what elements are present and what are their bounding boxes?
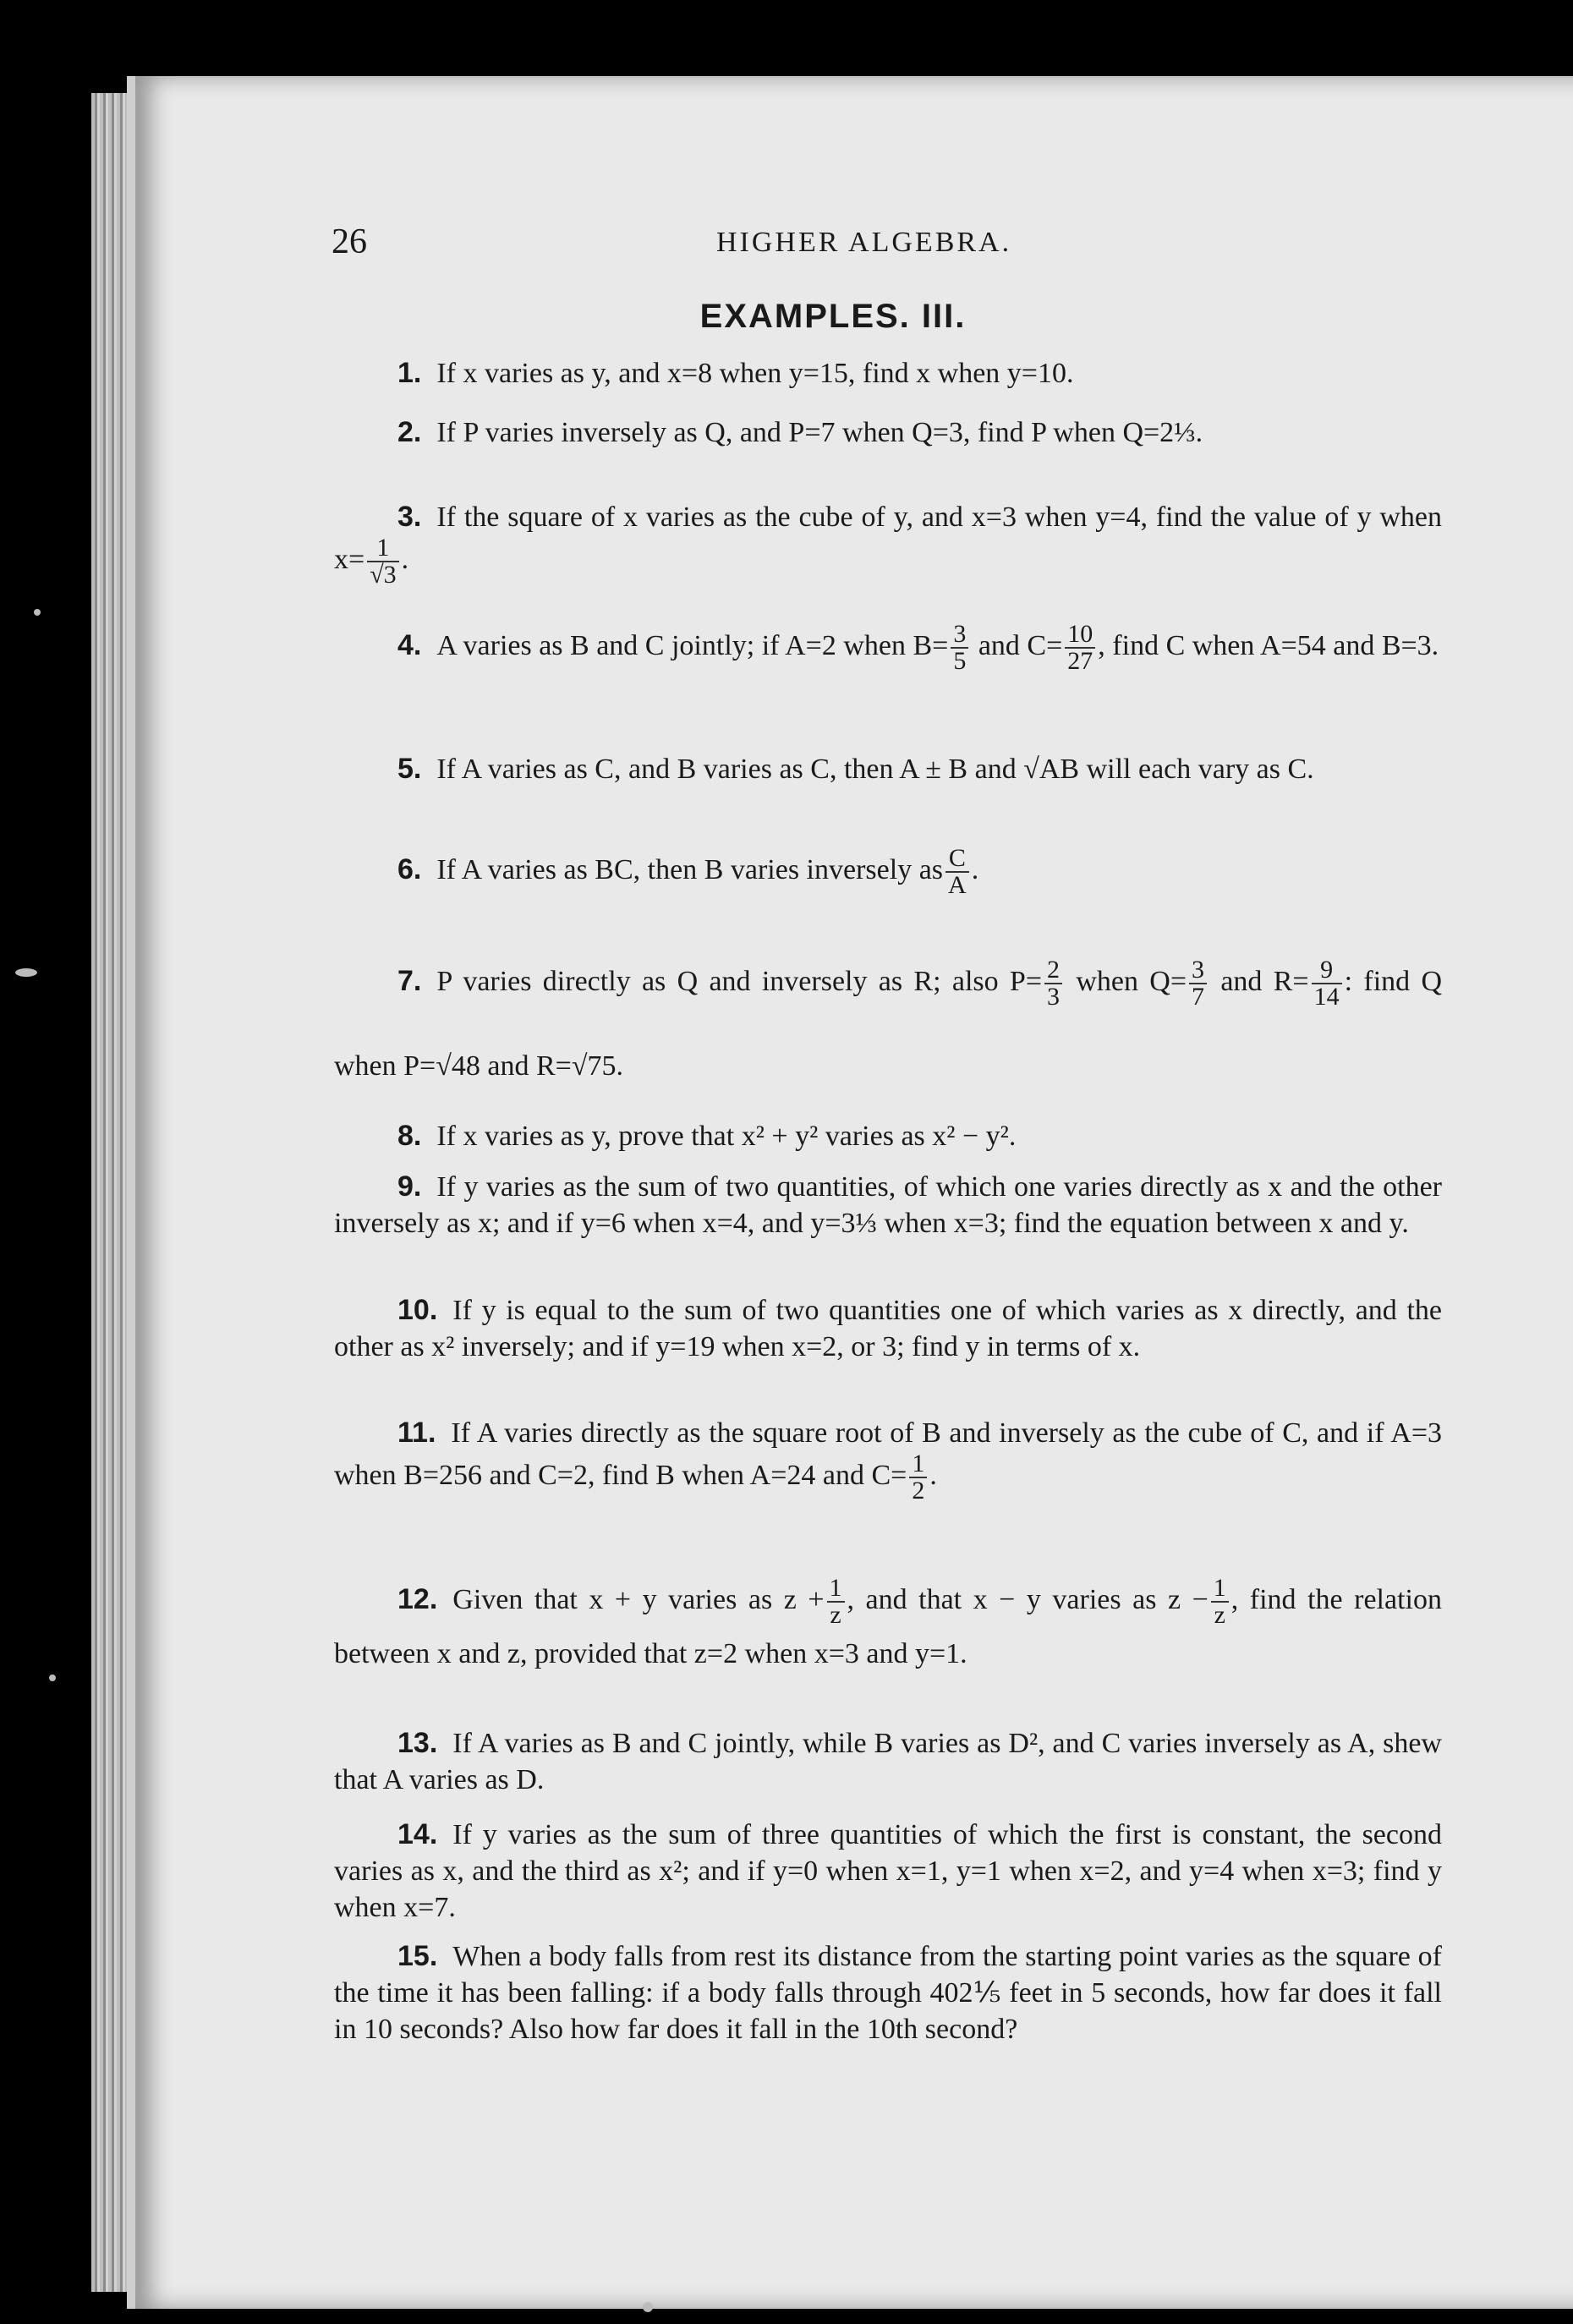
example-text: If x varies as y, prove that x² + y² varies as x² − y².	[436, 1121, 1017, 1152]
dust-speck	[643, 2302, 653, 2312]
fraction	[1044, 957, 1062, 1010]
example-5	[334, 751, 1442, 787]
example-number: 1.	[397, 357, 422, 389]
example-number: 7.	[397, 965, 422, 997]
example-text: A varies as B and C jointly; if A=2 when B=	[436, 629, 949, 661]
fraction	[1065, 622, 1095, 674]
example-8	[334, 1118, 1442, 1154]
example-text: and R=	[1220, 966, 1309, 997]
example-number: 13.	[397, 1727, 438, 1759]
example-text: If A varies as BC, then B varies inversely as	[436, 853, 944, 885]
page-number: 26	[332, 222, 367, 261]
fraction-denominator: 2	[912, 1477, 925, 1505]
section-heading: EXAMPLES. III.	[699, 298, 967, 335]
example-number: 11.	[397, 1417, 436, 1449]
example-text-tail: .	[401, 543, 409, 575]
fraction-numerator: 1	[1211, 1576, 1229, 1603]
fraction	[1189, 957, 1207, 1010]
example-text-tail: .	[929, 1459, 937, 1491]
example-text: Given that x + y varies as z +	[452, 1584, 825, 1615]
example-13	[334, 1725, 1442, 1798]
fraction-numerator: 10	[1065, 622, 1095, 649]
example-number: 10.	[397, 1294, 438, 1326]
fraction-numerator: 1	[367, 535, 398, 562]
fraction-denominator: 27	[1067, 647, 1093, 675]
example-number: 9.	[397, 1170, 422, 1203]
example-number: 4.	[397, 628, 422, 661]
page-edge	[91, 93, 127, 2292]
page-header	[332, 222, 1439, 264]
example-2	[334, 414, 1442, 451]
running-title: HIGHER ALGEBRA.	[716, 227, 1012, 258]
example-text-tail: , find C when A=54 and B=3.	[1098, 629, 1439, 661]
example-text: If A varies as C, and B varies as C, then A ± B and √AB will each vary as C.	[436, 754, 1314, 785]
example-1	[334, 355, 1442, 392]
dust-speck	[34, 609, 41, 616]
example-number: 14.	[397, 1818, 438, 1850]
fraction-numerator: 3	[951, 622, 968, 649]
fraction	[827, 1576, 845, 1628]
fraction	[1211, 1576, 1229, 1628]
example-7	[334, 939, 1442, 1109]
example-text: If y varies as the sum of three quantities of which the first is constant, the second varies as x, and the third as x²; and if y=0 when x=1, y=1 when x=2, and y=4 when x=3; find y when x=7.	[334, 1819, 1442, 1923]
dust-speck	[49, 1674, 56, 1681]
example-15	[334, 1938, 1442, 2047]
example-number: 3.	[397, 501, 422, 533]
fraction	[951, 622, 968, 674]
fraction-denominator: √3	[370, 561, 397, 589]
example-9	[334, 1169, 1442, 1241]
example-4	[334, 622, 1442, 674]
example-text: If y is equal to the sum of two quantities one of which varies as x directly, and the other as x² inversely; and if y=19 when x=2, or 3; find y in terms of x.	[334, 1295, 1442, 1362]
example-3	[334, 499, 1442, 588]
example-number: 12.	[397, 1583, 438, 1615]
fraction-denominator: 14	[1313, 983, 1340, 1011]
fraction	[1312, 957, 1342, 1010]
example-number: 6.	[397, 852, 422, 885]
fraction-numerator: 9	[1312, 957, 1342, 984]
example-11	[334, 1415, 1442, 1504]
example-text: If the square of x varies as the cube of y, and x=3 when y=4, find the value of y when x=	[334, 502, 1442, 575]
fraction-numerator: 3	[1189, 957, 1207, 984]
example-text: P varies directly as Q and inversely as R; also P=	[436, 966, 1043, 997]
example-text: If y varies as the sum of two quantities, of which one varies directly as x and the other inversely as x; and if y=6 when x=4, and y=3⅓ when x=3; find the equation between x and y.	[334, 1171, 1442, 1239]
example-text: When a body falls from rest its distance from the starting point varies as the square of the time it has been falling: if a body falls through 402⅕ feet in 5 seconds, how far does it fall in 10 seconds? Also how far does it fall in the 10th second?	[334, 1941, 1442, 2045]
example-10	[334, 1292, 1442, 1365]
example-text: , and that x − y varies as z −	[847, 1584, 1209, 1615]
example-text: and C=	[978, 629, 1063, 661]
example-number: 5.	[397, 753, 422, 785]
example-text: when Q=	[1076, 966, 1187, 997]
fraction-denominator: 7	[1192, 983, 1205, 1011]
example-number: 2.	[397, 416, 422, 448]
fraction-denominator: 3	[1047, 983, 1061, 1011]
fraction-denominator: z	[1214, 1601, 1225, 1630]
fraction-denominator: A	[948, 871, 967, 899]
fraction	[909, 1451, 927, 1504]
fraction-numerator: 1	[827, 1576, 845, 1603]
example-text: If A varies as B and C jointly, while B varies as D², and C varies inversely as A, shew that A varies as D.	[334, 1728, 1442, 1795]
example-number: 8.	[397, 1120, 422, 1152]
dust-speck	[15, 968, 37, 977]
fraction-denominator: z	[830, 1601, 841, 1630]
fraction-denominator: 5	[953, 647, 967, 675]
fraction-numerator: 2	[1044, 957, 1062, 984]
fraction-numerator: 1	[909, 1451, 927, 1478]
example-6	[334, 846, 1442, 898]
example-text: If P varies inversely as Q, and P=7 when Q=3, find P when Q=2⅓.	[436, 417, 1203, 448]
example-text: If A varies directly as the square root of B and inversely as the cube of C, and if A=3 when B=256 and C=2, find B when A=24 and C=	[334, 1417, 1442, 1491]
example-text: If x varies as y, and x=8 when y=15, find x when y=10.	[436, 358, 1074, 389]
fraction	[945, 846, 969, 898]
example-text-tail: , find the relation between x and z, provided that z=2 when x=3 and y=1.	[334, 1584, 1442, 1670]
example-14	[334, 1817, 1442, 1926]
fraction	[367, 535, 398, 588]
fraction-numerator: C	[945, 846, 969, 873]
example-12	[334, 1573, 1442, 1680]
example-text-tail: : find Q when P=√48 and R=√75.	[334, 966, 1442, 1082]
example-number: 15.	[397, 1940, 438, 1972]
example-text-tail: .	[971, 853, 979, 885]
